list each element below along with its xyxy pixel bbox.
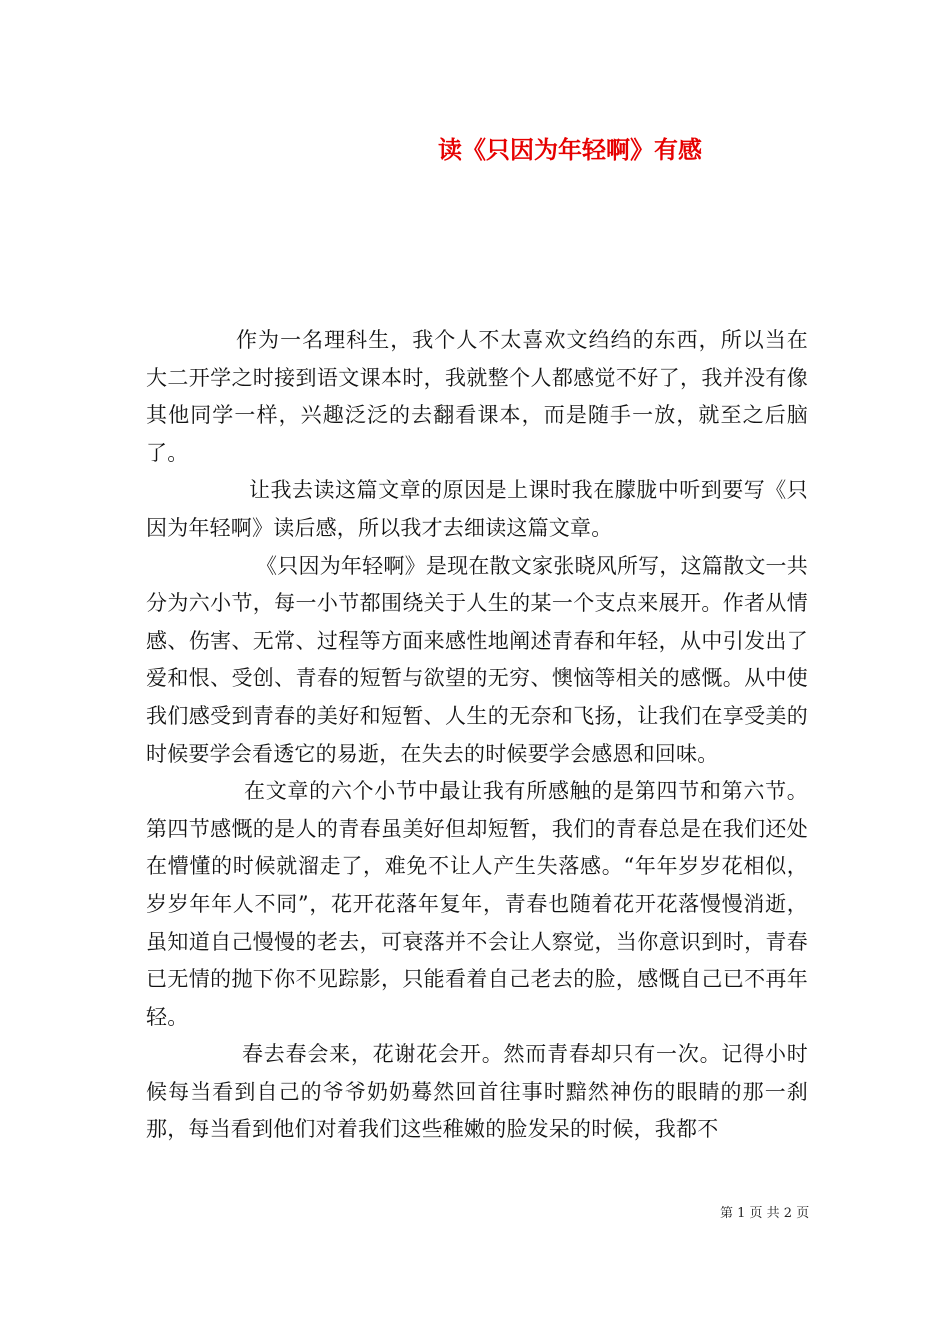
- paragraph-5: 春去春会来，花谢花会开。然而青春却只有一次。记得小时候每当看到自己的爷爷奶奶蓦然回首往事时黯然神伤的眼睛的那一刹那，每当看到他们对着我们这些稚嫩的脸发呆的时候，我都不: [146, 1042, 808, 1142]
- paragraph-3: 《只因为年轻啊》是现在散文家张晓风所写，这篇散文一共分为六小节，每一小节都围绕关于人生的某一个支点来展开。作者从情感、伤害、无常、过程等方面来感性地阐述青春和年轻，从中引发出了爱和恨、受创、青春的短暂与欲望的无穷、懊恼等相关的感慨。从中使我们感受到青春的美好和短暂、人生的无奈和飞扬，让我们在享受美的时候要学会看透它的易逝，在失去的时候要学会感恩和回味。: [146, 553, 808, 766]
- page-number-footer: 第 1 页 共 2 页: [720, 1206, 810, 1221]
- paragraph-1: 作为一名理科生，我个人不太喜欢文绉绉的东西，所以当在大二开学之时接到语文课本时，我就整个人都感觉不好了，我并没有像其他同学一样，兴趣泛泛的去翻看课本，而是随手一放，就至之后脑了。: [146, 328, 808, 465]
- document-title: 读《只因为年轻啊》有感: [438, 136, 702, 164]
- document-body: [146, 322, 808, 1149]
- paragraph-4: 在文章的六个小节中最让我有所感触的是第四节和第六节。第四节感慨的是人的青春虽美好但却短暂，我们的青春总是在我们还处在懵懂的时候就溜走了，难免不让人产生失落感。“年年岁岁花相似，岁岁年年人不同”，花开花落年复年，青春也随着花开花落慢慢消逝，虽知道自己慢慢的老去，可衰落并不会让人察觉，当你意识到时，青春已无情的抛下你不见踪影，只能看着自己老去的脸，感慨自己已不再年轻。: [146, 779, 808, 1029]
- paragraph-2: 让我去读这篇文章的原因是上课时我在朦胧中听到要写《只因为年轻啊》读后感，所以我才去细读这篇文章。: [146, 478, 808, 540]
